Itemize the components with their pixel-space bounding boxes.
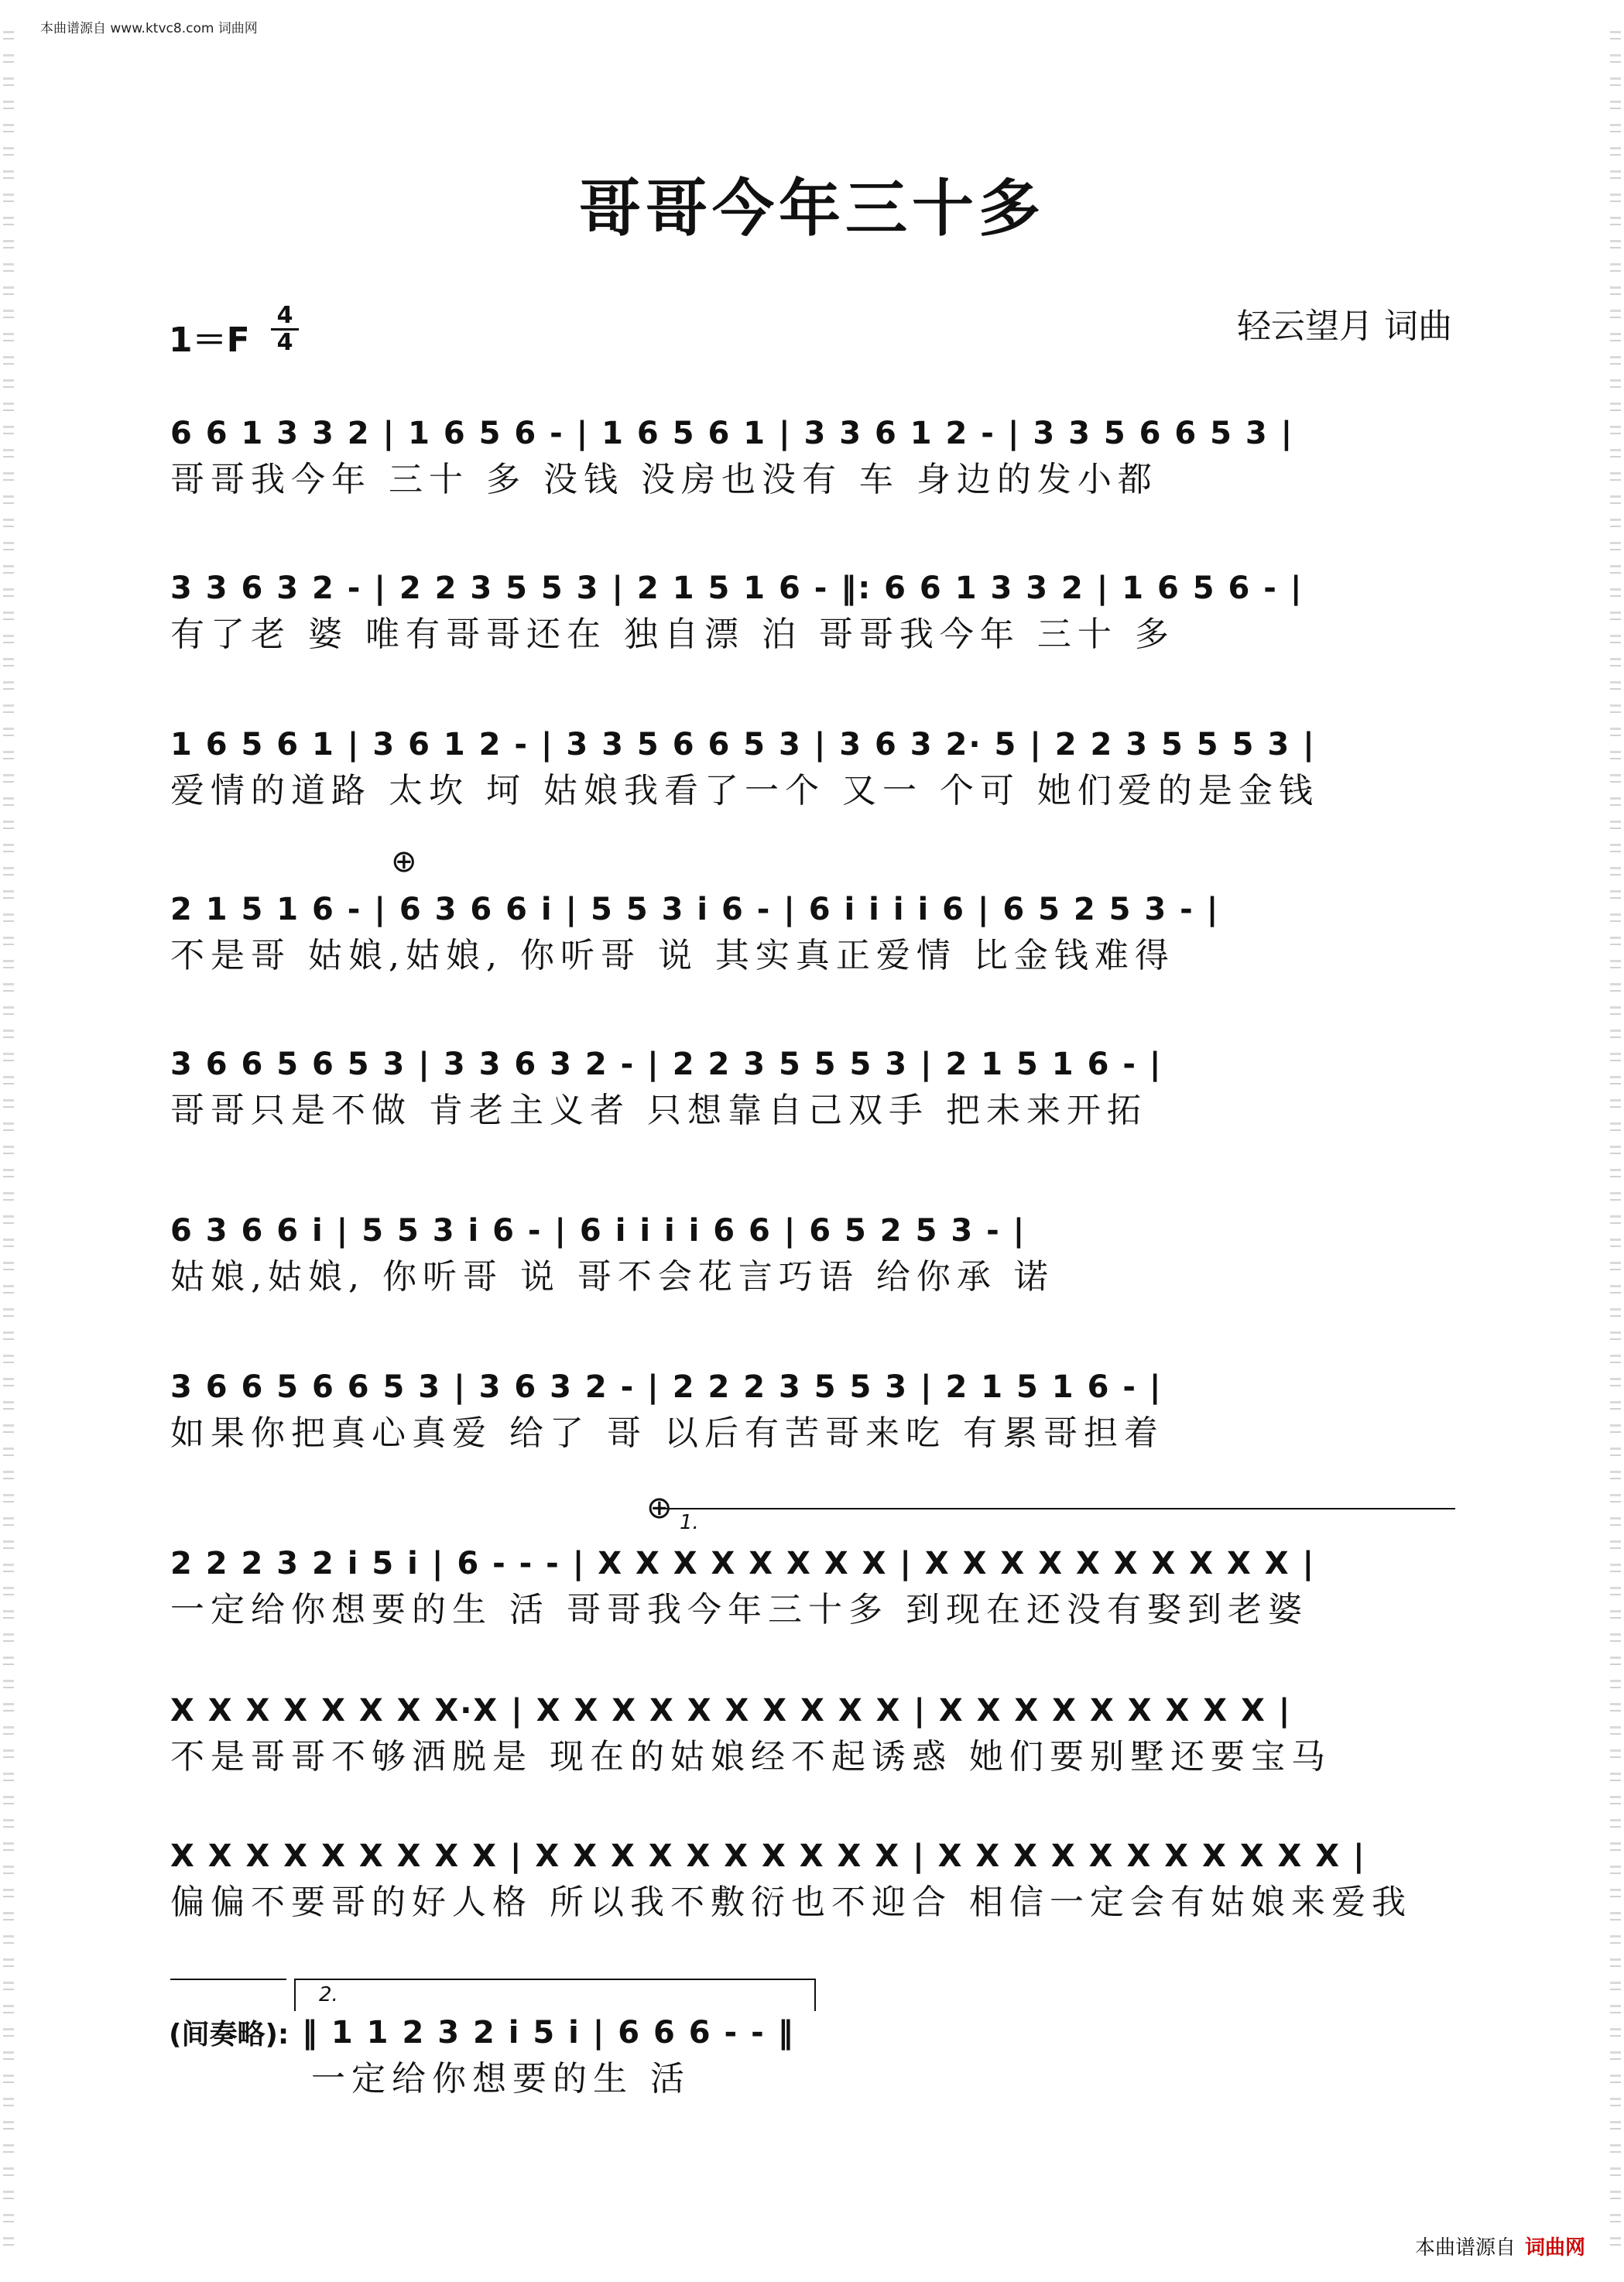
lyrics-line: 一定给你想要的生 活 哥哥我今年三十多 到现在还没有娶到老婆 xyxy=(170,1590,1308,1629)
left-border-watermark xyxy=(3,31,14,2260)
system-10 xyxy=(170,1833,1455,1926)
time-signature xyxy=(271,303,299,355)
second-ending-label: 2. xyxy=(319,1983,338,2006)
notation-line: ‖ 1 1 2 3 2 i 5 i | 6 6 6 - - ‖ xyxy=(302,2015,795,2051)
second-ending-bracket xyxy=(294,1979,816,2011)
notation-line: 2 1 5 1 6 - | 6 3 6 6 i | 5 5 3 i 6 - | 6 i i i i 6 | 6 5 2 5 3 - | xyxy=(170,892,1220,927)
credit: 轻云望月 词曲 xyxy=(1237,307,1452,346)
system-2 xyxy=(170,565,1455,658)
right-border-watermark xyxy=(1610,31,1621,2260)
notation-line: 3 3 6 3 2 - | 2 2 3 5 5 3 | 2 1 5 1 6 - ‖: 6 6 1 3 3 2 | 1 6 5 6 - | xyxy=(170,570,1304,606)
first-ending-bracket xyxy=(658,1508,1455,1537)
source-footer-prefix: 本曲谱源自 xyxy=(1414,2236,1516,2260)
coda-mark-2: ⊕ xyxy=(646,1490,673,1526)
system-5 xyxy=(170,1041,1455,1134)
interlude-rule xyxy=(170,1979,286,1980)
time-signature-bottom: 4 xyxy=(271,328,299,355)
lyrics-line: 不是哥 姑娘,姑娘, 你听哥 说 其实真正爱情 比金钱难得 xyxy=(170,936,1175,975)
lyrics-line: 偏偏不要哥的好人格 所以我不敷衍也不迎合 相信一定会有姑娘来爱我 xyxy=(170,1883,1412,1922)
lyrics-line: 不是哥哥不够洒脱是 现在的姑娘经不起诱惑 她们要别墅还要宝马 xyxy=(170,1737,1331,1777)
notation-line: X X X X X X X X X | X X X X X X X X X X | X X X X X X X X X X X | xyxy=(170,1838,1366,1874)
lyrics-line: 爱情的道路 太坎 坷 姑娘我看了一个 又一 个可 她们爱的是金钱 xyxy=(170,771,1319,810)
source-footer xyxy=(1415,2232,1585,2260)
lyrics-line: 哥哥只是不做 肯老主义者 只想靠自己双手 把未来开拓 xyxy=(170,1091,1147,1130)
notation-line: 1 6 5 6 1 | 3 6 1 2 - | 3 3 5 6 6 5 3 | 3 6 3 2· 5 | 2 2 3 5 5 5 3 | xyxy=(170,727,1316,762)
first-ending-label: 1. xyxy=(680,1511,699,1534)
notation-line: 2 2 2 3 2 i 5 i | 6 - - - | X X X X X X X X | X X X X X X X X X X | xyxy=(170,1546,1316,1581)
system-8 xyxy=(170,1540,1455,1633)
notation-line: 3 6 6 5 6 6 5 3 | 3 6 3 2 - | 2 2 2 3 5 5 3 | 2 1 5 1 6 - | xyxy=(170,1369,1163,1405)
page-title: 哥哥今年三十多 xyxy=(579,172,1045,245)
lyrics-line: 一定给你想要的生 活 xyxy=(311,2059,690,2099)
lyrics-line: 有了老 婆 唯有哥哥还在 独自漂 泊 哥哥我今年 三十 多 xyxy=(170,615,1175,654)
lyrics-line: 姑娘,姑娘, 你听哥 说 哥不会花言巧语 给你承 诺 xyxy=(170,1257,1054,1297)
lyrics-line: 哥哥我今年 三十 多 没钱 没房也没有 车 身边的发小都 xyxy=(170,460,1158,499)
notation-line: 3 6 6 5 6 5 3 | 3 3 6 3 2 - | 2 2 3 5 5 5 3 | 2 1 5 1 6 - | xyxy=(170,1047,1163,1082)
system-11 xyxy=(170,2010,1455,2102)
notation-line: 6 6 1 3 3 2 | 1 6 5 6 - | 1 6 5 6 1 | 3 3 6 1 2 - | 3 3 5 6 6 5 3 | xyxy=(170,416,1294,451)
interlude-label: (间奏略): xyxy=(169,2019,290,2051)
notation-line: 6 3 6 6 i | 5 5 3 i 6 - | 6 i i i i 6 6 | 6 5 2 5 3 - | xyxy=(170,1213,1026,1249)
system-7 xyxy=(170,1364,1455,1457)
coda-mark-1: ⊕ xyxy=(391,844,417,879)
time-signature-top: 4 xyxy=(276,302,293,329)
system-3 xyxy=(170,721,1455,814)
system-1 xyxy=(170,410,1455,503)
notation-line: X X X X X X X X·X | X X X X X X X X X X | X X X X X X X X X | xyxy=(170,1693,1292,1729)
system-4 xyxy=(170,886,1455,979)
system-6 xyxy=(170,1208,1455,1300)
system-9 xyxy=(170,1688,1455,1780)
source-footer-brand[interactable]: 词曲网 xyxy=(1524,2236,1585,2260)
lyrics-line: 如果你把真心真爱 给了 哥 以后有苦哥来吃 有累哥担着 xyxy=(170,1413,1164,1453)
source-header: 本曲谱源自 www.ktvc8.com 词曲网 xyxy=(40,21,258,36)
key-signature: 1＝F xyxy=(169,320,250,360)
